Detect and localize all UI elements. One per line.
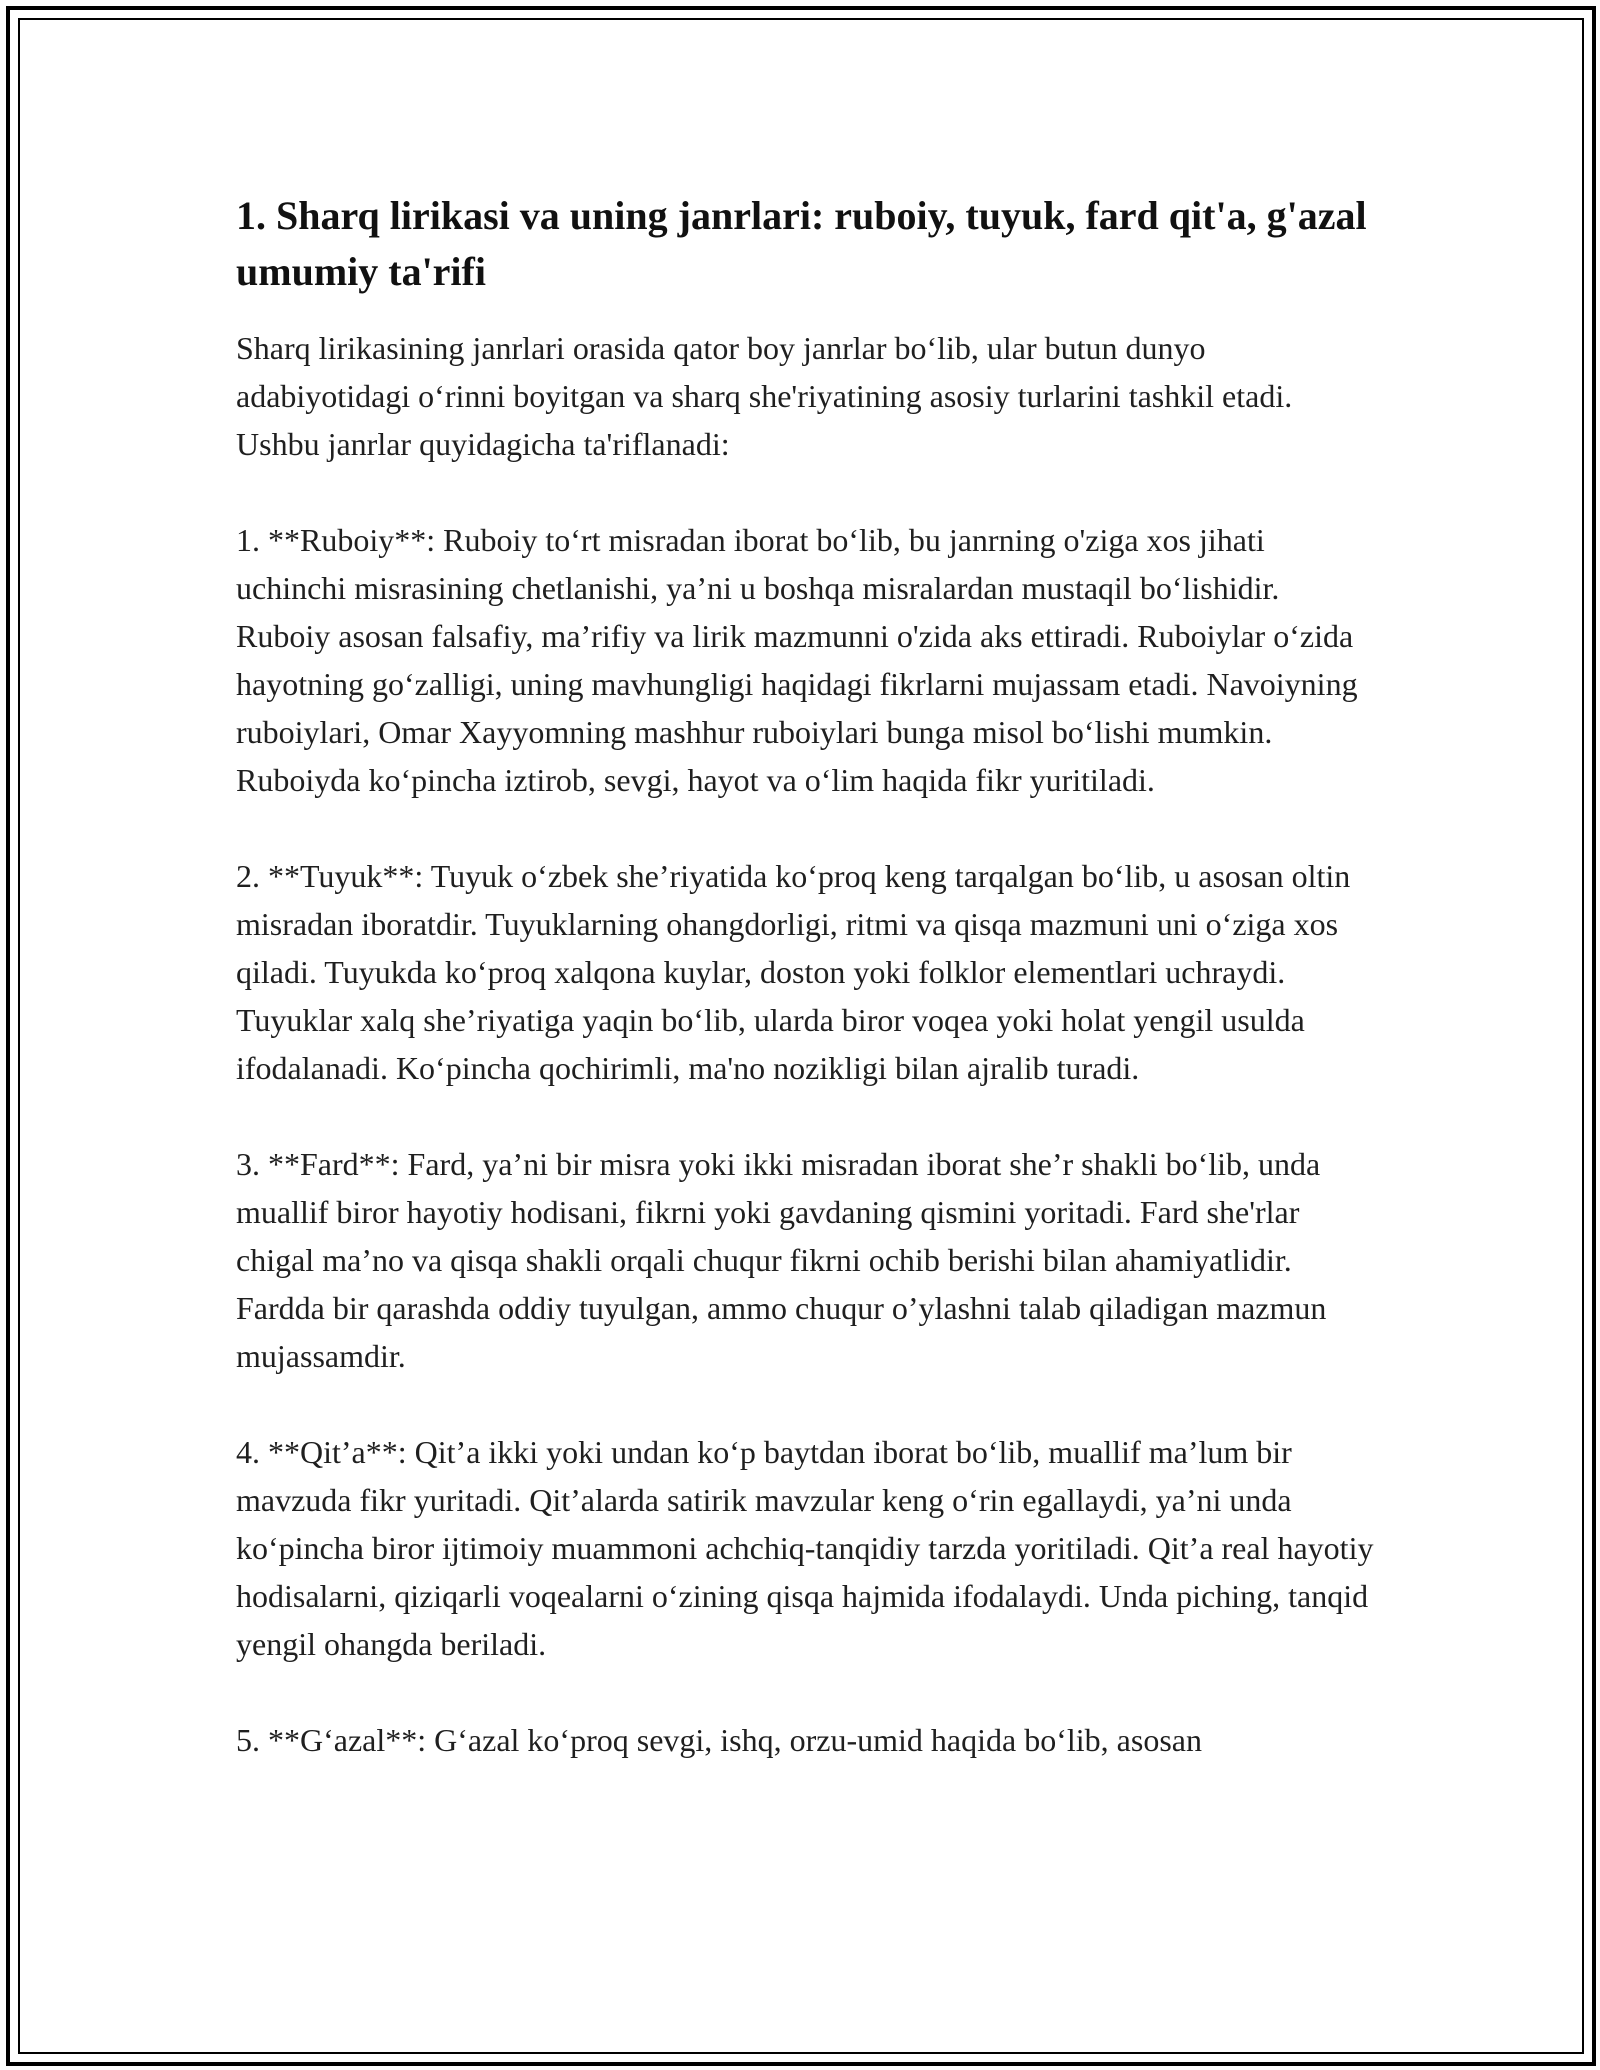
document-title: 1. Sharq lirikasi va uning janrlari: ruboiy, tuyuk, fard qit'a, g'azal umumiy ta'rifi [236, 193, 1367, 294]
paragraph-ruboiy: 1. **Ruboiy**: Ruboiy to‘rt misradan iborat bo‘lib, bu janrning o'ziga xos jihati uchinchi misrasining chetlanishi, ya’ni u boshqa misralardan mustaqil bo‘lishidir. Ruboiy asosan falsafiy, ma’rifiy va lirik mazmunni o'zida aks ettiradi. Ruboiylar o‘zida hayotning go‘zalligi, uning mavhungligi haqidagi fikrlarni mujassam etadi. Navoiyning ruboiylari, Omar Xayyomning mashhur ruboiylari bunga misol bo‘lishi mumkin. Ruboiyda ko‘pincha iztirob, sevgi, hayot va o‘lim haqida fikr yuritiladi. [236, 522, 1358, 798]
document-body [236, 188, 1376, 1812]
paragraph-fard: 3. **Fard**: Fard, ya’ni bir misra yoki ikki misradan iborat she’r shakli bo‘lib, unda muallif biror hayotiy hodisani, fikrni yoki gavdaning qismini yoritadi. Fard she'rlar chigal ma’no va qisqa shakli orqali chuqur fikrni ochib berishi bilan ahamiyatlidir. Fardda bir qarashda oddiy tuyulgan, ammo chuqur o’ylashni talab qiladigan mazmun mujassamdir. [236, 1146, 1327, 1374]
paragraph-qita: 4. **Qit’a**: Qit’a ikki yoki undan ko‘p baytdan iborat bo‘lib, muallif ma’lum bir mavzuda fikr yuritadi. Qit’alarda satirik mavzular keng o‘rin egallaydi, ya’ni unda ko‘pincha biror ijtimoiy muammoni achchiq-tanqidiy tarzda yoritiladi. Qit’a real hayotiy hodisalarni, qiziqarli voqealarni o‘zining qisqa hajmida ifodalaydi. Unda piching, tanqid yengil ohangda beriladi. [236, 1434, 1374, 1662]
intro-paragraph: Sharq lirikasining janrlari orasida qator boy janrlar bo‘lib, ular butun dunyo adabiyotidagi o‘rinni boyitgan va sharq she'riyatining asosiy turlarini tashkil etadi. Ushbu janrlar quyidagicha ta'riflanadi: [236, 330, 1293, 462]
paragraph-tuyuk: 2. **Tuyuk**: Tuyuk o‘zbek she’riyatida ko‘proq keng tarqalgan bo‘lib, u asosan oltin misradan iboratdir. Tuyuklarning ohangdorligi, ritmi va qisqa mazmuni uni o‘ziga xos qiladi. Tuyukda ko‘proq xalqona kuylar, doston yoki folklor elementlari uchraydi. Tuyuklar xalq she’riyatiga yaqin bo‘lib, ularda biror voqea yoki holat yengil usulda ifodalanadi. Ko‘pincha qochirimli, ma'no nozikligi bilan ajralib turadi. [236, 858, 1351, 1086]
paragraph-gazal: 5. **G‘azal**: G‘azal ko‘proq sevgi, ishq, orzu-umid haqida bo‘lib, asosan [236, 1722, 1202, 1758]
